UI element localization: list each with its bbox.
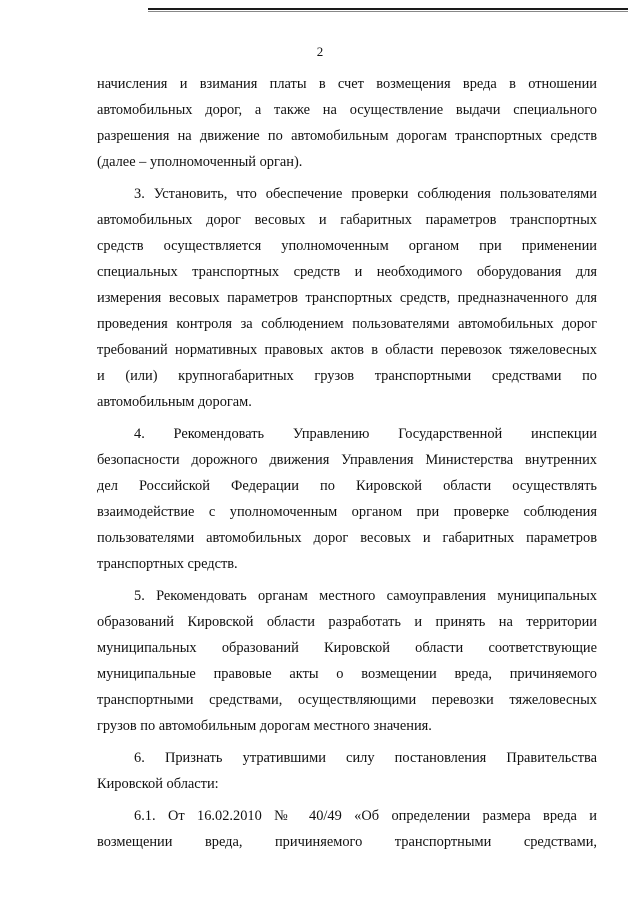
- text-line: пользователями автомобильных дорог весовых и габаритных параметров: [97, 530, 597, 546]
- text-line: требований нормативных правовых актов в области перевозок тяжеловесных: [97, 342, 597, 358]
- text-line: измерения весовых параметров транспортных средств, предназначенного для: [97, 290, 597, 306]
- paragraph-item-6: [97, 745, 597, 797]
- paragraph-item-6-1: [97, 803, 597, 855]
- text-line: 3. Установить, что обеспечение проверки соблюдения пользователями: [134, 186, 597, 202]
- text-line: начисления и взимания платы в счет возмещения вреда в отношении: [97, 76, 597, 92]
- text-line: возмещении вреда, причиняемого транспортными средствами,: [97, 834, 597, 850]
- paragraph-item-3: [97, 181, 597, 415]
- text-line: 6.1. От 16.02.2010 № 40/49 «Об определении размера вреда и: [134, 808, 597, 824]
- text-line: проведения контроля за соблюдением пользователями автомобильных дорог: [97, 316, 597, 332]
- text-line: транспортными средствами, осуществляющими перевозки тяжеловесных: [97, 692, 597, 708]
- text-line: автомобильных дорог, а также на осуществление выдачи специального: [97, 102, 597, 118]
- paragraph-continuation: [97, 71, 597, 175]
- text-line: безопасности дорожного движения Управления Министерства внутренних: [97, 452, 597, 468]
- text-line: средств осуществляется уполномоченным органом при применении: [97, 238, 597, 254]
- text-line: транспортных средств.: [97, 556, 238, 572]
- text-line: взаимодействие с уполномоченным органом при проверке соблюдения: [97, 504, 597, 520]
- text-line: автомобильным дорогам.: [97, 394, 252, 410]
- text-line: (далее – уполномоченный орган).: [97, 154, 303, 170]
- paragraph-item-5: [97, 583, 597, 739]
- text-line: муниципальных образований Кировской области соответствующие: [97, 640, 597, 656]
- text-line: 6. Признать утратившими силу постановления Правительства: [134, 750, 597, 766]
- text-line: муниципальные правовые акты о возмещении вреда, причиняемого: [97, 666, 597, 682]
- text-line: образований Кировской области разработать и принять на территории: [97, 614, 597, 630]
- text-line: автомобильных дорог весовых и габаритных параметров транспортных: [97, 212, 597, 228]
- page-number: 2: [316, 44, 324, 59]
- text-line: специальных транспортных средств и необходимого оборудования для: [97, 264, 597, 280]
- paragraph-item-4: [97, 421, 597, 577]
- document-body: [97, 71, 597, 855]
- text-line: грузов по автомобильным дорогам местного значения.: [97, 718, 432, 734]
- text-line: 4. Рекомендовать Управлению Государственной инспекции: [134, 426, 597, 442]
- text-line: 5. Рекомендовать органам местного самоуправления муниципальных: [134, 588, 597, 604]
- text-line: Кировской области:: [97, 776, 219, 792]
- header-rule-shadow: [148, 11, 628, 12]
- text-line: дел Российской Федерации по Кировской области осуществлять: [97, 478, 597, 494]
- text-line: разрешения на движение по автомобильным дорогам транспортных средств: [97, 128, 597, 144]
- header-rule: [148, 8, 628, 10]
- text-line: и (или) крупногабаритных грузов транспортными средствами по: [97, 368, 597, 384]
